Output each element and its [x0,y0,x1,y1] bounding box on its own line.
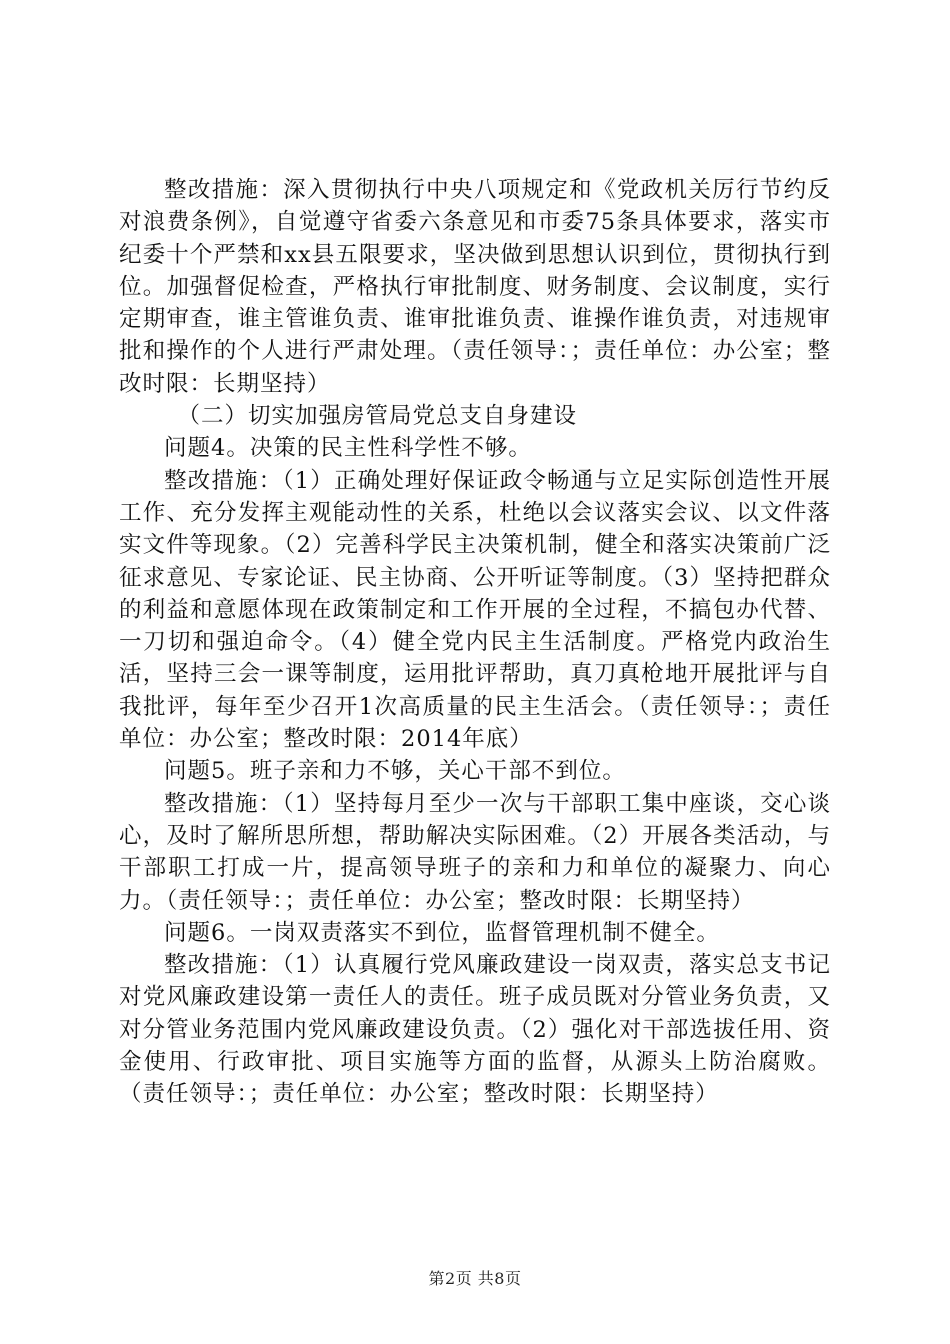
paragraph-measures-problem-5: 整改措施：（1）坚持每月至少一次与干部职工集中座谈，交心谈心，及时了解所思所想，帮助解决实际困难。（2）开展各类活动，与干部职工打成一片，提高领导班子的亲和力和单位的凝聚力、向心力。（责任领导：；责任单位：办公室；整改时限：长期坚持） [119,790,831,914]
paragraph-measures-frugality: 整改措施：深入贯彻执行中央八项规定和《党政机关厉行节约反对浪费条例》，自觉遵守省委六条意见和市委75条具体要求，落实市纪委十个严禁和xx县五限要求，坚决做到思想认识到位，贯彻执行到位。加强督促检查，严格执行审批制度、财务制度、会议制度，实行定期审查，谁主管谁负责、谁审批谁负责、谁操作谁负责，对违规审批和操作的个人进行严肃处理。（责任领导：；责任单位：办公室；整改时限：长期坚持） [119,177,831,397]
section-heading-2: （二）切实加强房管局党总支自身建设 [177,403,578,430]
problem-6: 问题6。一岗双责落实不到位，监督管理机制不健全。 [164,919,720,946]
paragraph-measures-problem-4: 整改措施：（1）正确处理好保证政令畅通与立足实际创造性开展工作、充分发挥主观能动性的关系，杜绝以会议落实会议、以文件落实文件等现象。（2）完善科学民主决策机制，健全和落实决策前广泛征求意见、专家论证、民主协商、公开听证等制度。（3）坚持把群众的利益和意愿体现在政策制定和工作开展的全过程，不搞包办代替、一刀切和强迫命令。（4）健全党内民主生活制度。严格党内政治生活，坚持三会一课等制度，运用批评帮助，真刀真枪地开展批评与自我批评，每年至少召开1次高质量的民主生活会。（责任领导：；责任单位：办公室；整改时限：2014年底） [119,467,831,753]
page-footer: 第2页 共8页 [428,1269,522,1288]
document-body [119,174,831,1111]
problem-4: 问题4。决策的民主性科学性不够。 [164,435,532,462]
problem-5: 问题5。班子亲和力不够，关心干部不到位。 [164,758,626,785]
paragraph-measures-problem-6: 整改措施：（1）认真履行党风廉政建设一岗双责，落实总支书记对党风廉政建设第一责任人的责任。班子成员既对分管业务负责，又对分管业务范围内党风廉政建设负责。（2）强化对干部选拔任用、资金使用、行政审批、项目实施等方面的监督，从源头上防治腐败。（责任领导：；责任单位：办公室；整改时限：长期坚持） [119,952,831,1108]
